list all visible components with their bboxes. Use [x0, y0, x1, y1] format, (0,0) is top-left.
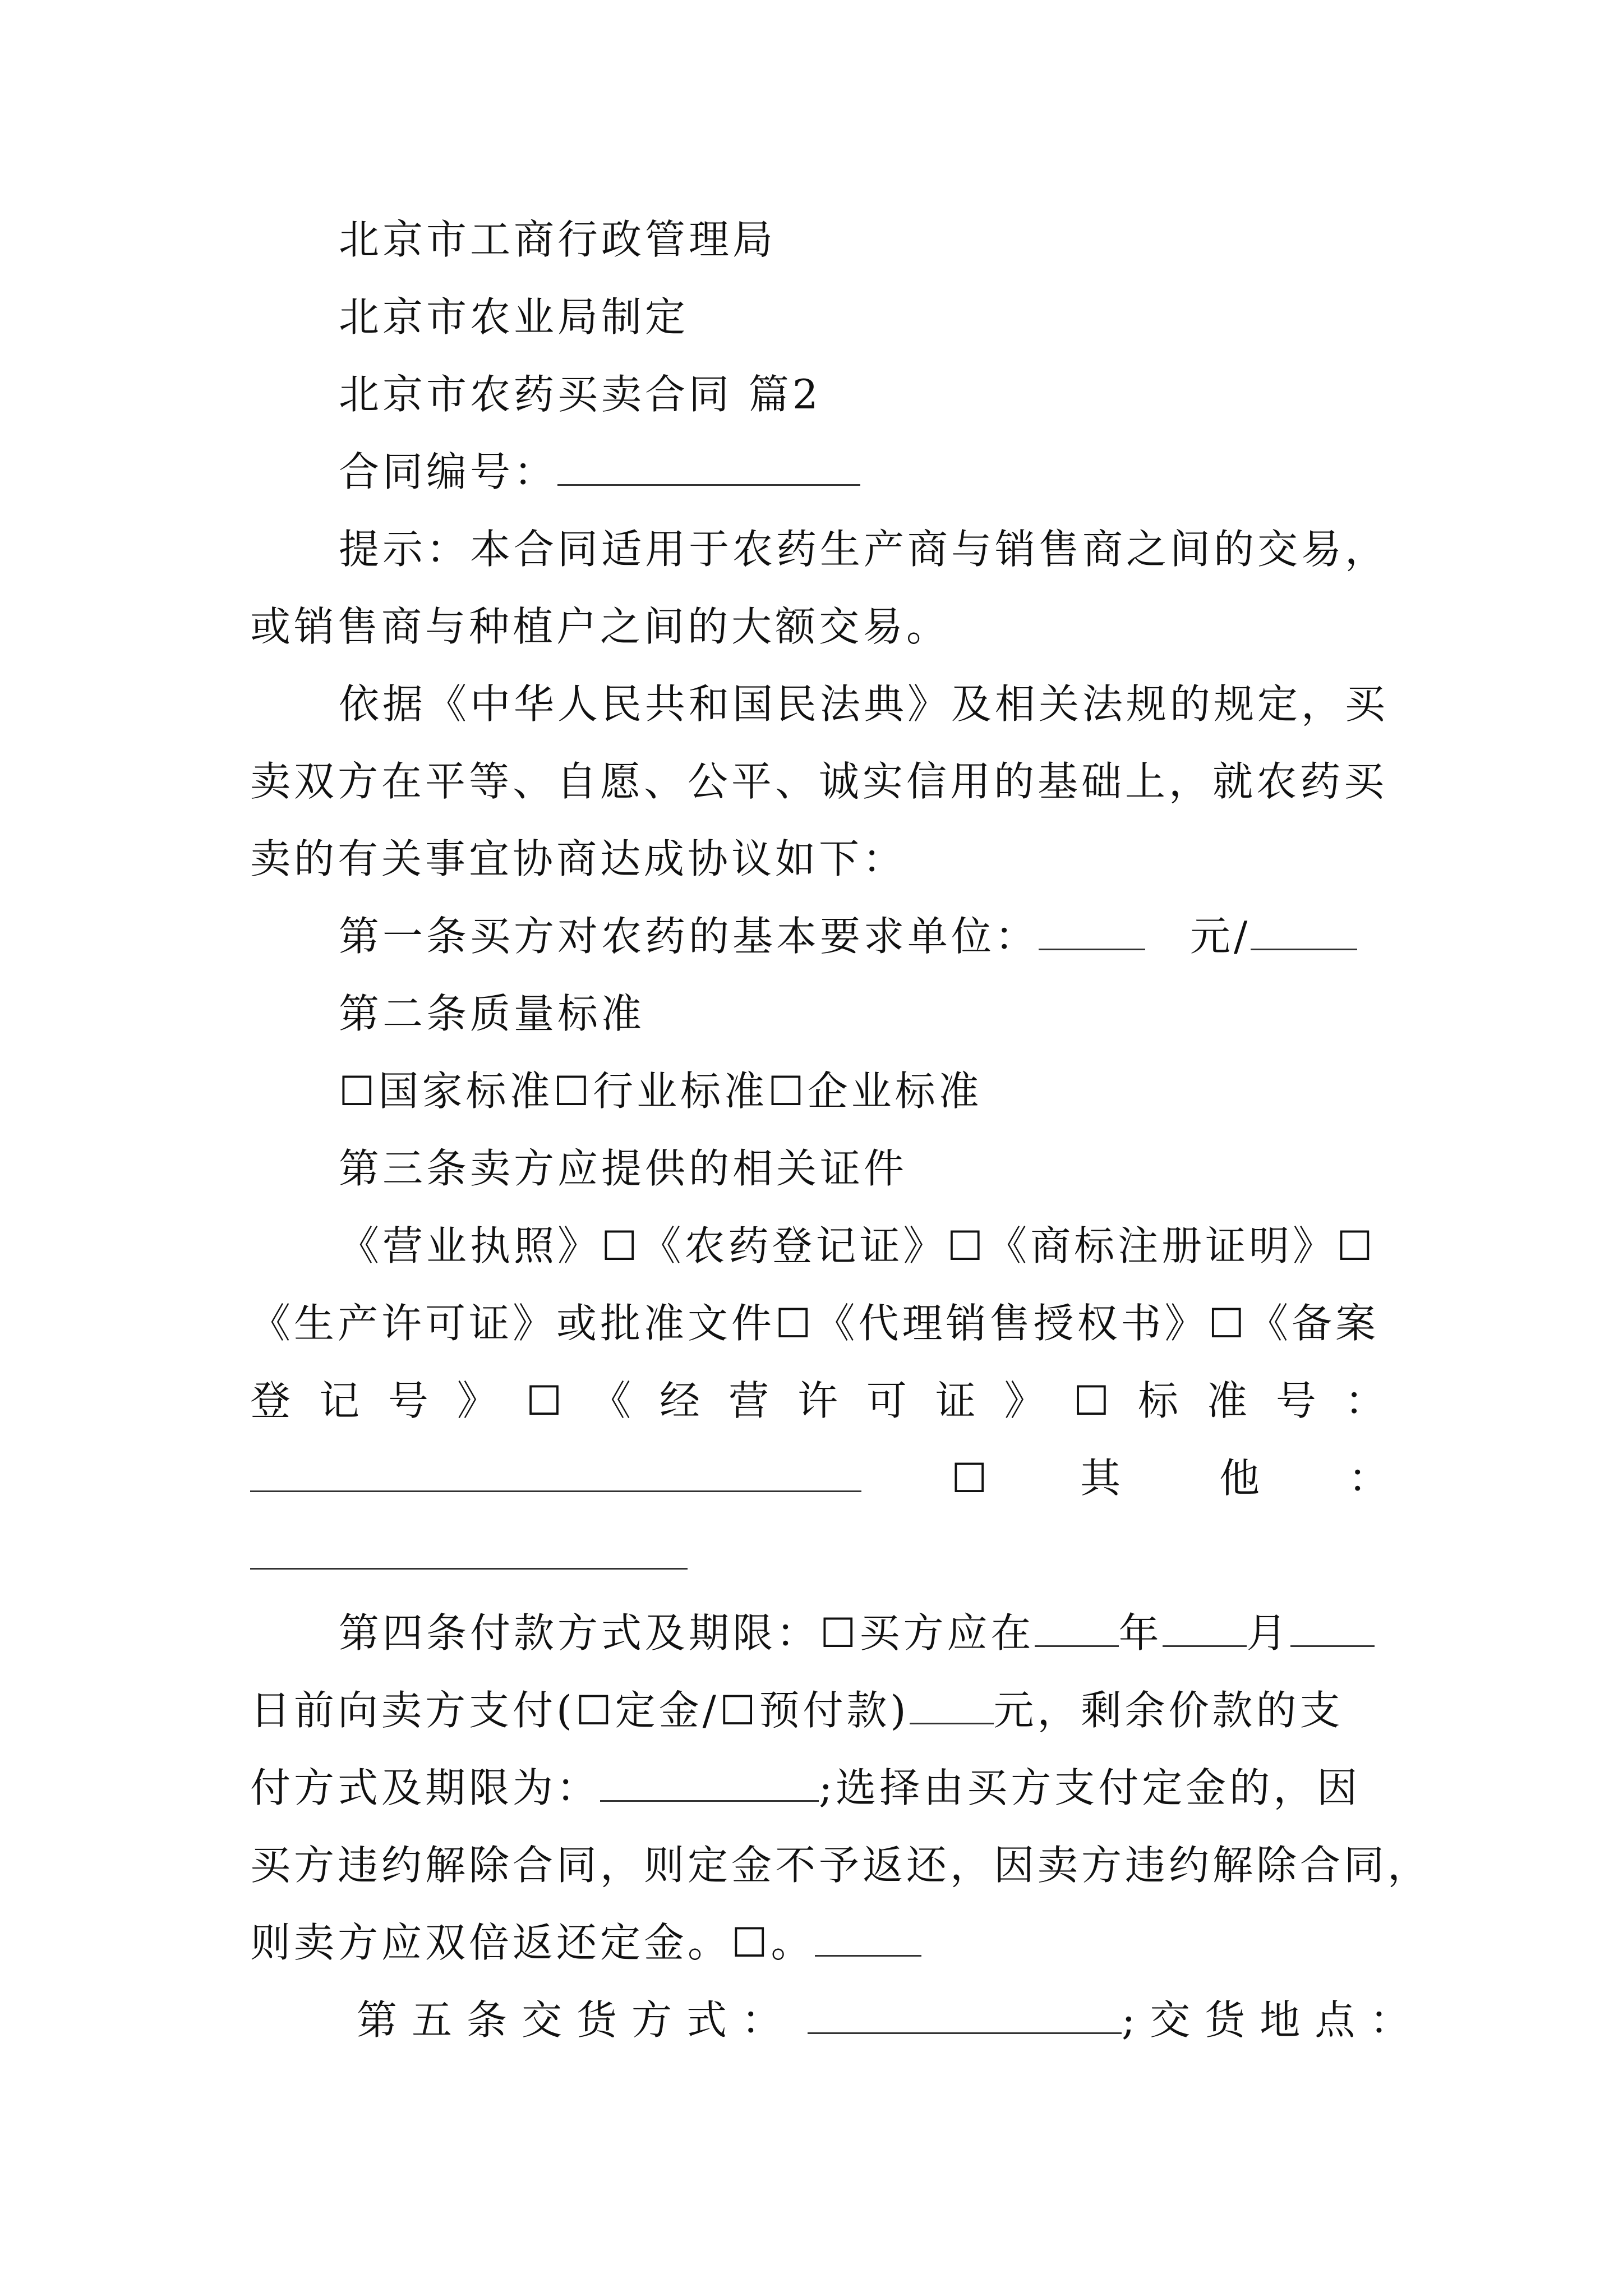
unit-blank[interactable]: [1251, 914, 1357, 950]
article1-unit: 元/: [1190, 913, 1251, 960]
contract-number-row: [250, 448, 1389, 496]
l3-c15: 号: [1275, 1377, 1320, 1424]
basis-line-1: 依据《中华人民共和国民法典》及相关法规的规定，买: [339, 680, 1389, 728]
article4-line-4: 买方违约解除合同，则定金不予返还，因卖方违约解除合同，: [250, 1842, 1432, 1889]
article2-options: [250, 1067, 1389, 1115]
contract-title: 北京市农药买卖合同 篇2: [339, 371, 822, 418]
other-colon: ：: [1348, 1455, 1393, 1502]
remaining-text: 元，剩余价款的支: [993, 1687, 1344, 1734]
article4-line-1: [250, 1609, 1389, 1657]
l3-c2: 号: [388, 1377, 432, 1424]
issuer-line-2: 北京市农业局制定: [339, 293, 689, 341]
article4-extra-blank[interactable]: [815, 1920, 921, 1957]
month-label: 月: [1246, 1609, 1290, 1657]
payment-method-blank[interactable]: [600, 1765, 819, 1802]
enterprise-standard-checkbox[interactable]: ☐企业标准: [768, 1068, 983, 1115]
l3-c5: 《: [591, 1377, 635, 1424]
article3-title: 第三条卖方应提供的相关证件: [339, 1145, 908, 1192]
article4-intro: 第四条付款方式及期限：☐买方应在: [339, 1609, 1035, 1657]
article4-line-5: [250, 1918, 1389, 1967]
pay-month-blank[interactable]: [1163, 1611, 1247, 1647]
other-char-2: 他: [1219, 1455, 1264, 1502]
basis-line-2: 卖双方在平等、自愿、公平、诚实信用的基础上，就农药买: [250, 758, 1388, 805]
article3-line-1: 《营业执照》☐《农药登记证》☐《商标注册证明》☐: [339, 1222, 1376, 1269]
standard-number-blank[interactable]: [250, 1456, 861, 1492]
price-blank[interactable]: [1039, 914, 1145, 950]
contract-number-blank[interactable]: [557, 449, 860, 486]
operating-license-checkbox[interactable]: ☐: [1073, 1377, 1113, 1424]
article4-line-2: [250, 1686, 1389, 1734]
l3-c0: 登: [250, 1377, 294, 1424]
l3-c13: 标: [1138, 1377, 1182, 1424]
filing-checkbox[interactable]: ☐: [525, 1377, 566, 1424]
deposit-amount-blank[interactable]: [910, 1688, 994, 1724]
year-label: 年: [1118, 1609, 1163, 1657]
l3-c9: 可: [866, 1377, 910, 1424]
article2-title: 第二条质量标准: [339, 990, 645, 1037]
article5-line: [250, 1996, 1425, 2044]
article4-line-5-text: 则卖方应双倍返还定金。☐。: [250, 1919, 815, 1966]
article1-text: 第一条买方对农药的基本要求单位：: [339, 913, 1039, 960]
issuer-line-1: 北京市工商行政管理局: [339, 216, 777, 263]
l3-c11: 》: [1004, 1377, 1048, 1424]
article3-line-4: [250, 1454, 1393, 1502]
l3-c8: 许: [797, 1377, 841, 1424]
delivery-place-label: ;交货地点：: [1122, 1996, 1425, 2044]
l3-c14: 准: [1206, 1377, 1251, 1424]
article1-row: [250, 912, 1389, 960]
l3-c1: 记: [319, 1377, 363, 1424]
l3-c7: 营: [728, 1377, 772, 1424]
l3-c16: ：: [1344, 1377, 1389, 1424]
prompt-line-1: 提示：本合同适用于农药生产商与销售商之间的交易，: [339, 526, 1389, 573]
payment-method-label: 付方式及期限为：: [250, 1764, 601, 1811]
deposit-rule-text: ;选择由买方支付定金的，因: [819, 1764, 1361, 1811]
l3-c10: 证: [935, 1377, 979, 1424]
national-standard-checkbox[interactable]: ☐国家标准: [339, 1068, 554, 1115]
industry-standard-checkbox[interactable]: ☐行业标准: [553, 1068, 768, 1115]
basis-line-3: 卖的有关事宜协商达成协议如下：: [250, 835, 907, 882]
other-checkbox[interactable]: ☐: [951, 1455, 991, 1502]
pay-year-blank[interactable]: [1035, 1611, 1119, 1647]
deposit-options: 日前向卖方支付(☐定金/☐预付款): [250, 1687, 910, 1734]
delivery-method-label: 第五条交货方式：: [357, 1996, 797, 2044]
contract-number-label: 合同编号：: [339, 448, 558, 495]
article4-line-3: [250, 1764, 1389, 1812]
other-char-1: 其: [1080, 1455, 1124, 1502]
other-blank[interactable]: [250, 1533, 688, 1570]
prompt-line-2: 或销售商与种植户之间的大额交易。: [250, 603, 951, 650]
l3-c3: 》: [457, 1377, 501, 1424]
delivery-method-blank[interactable]: [808, 1998, 1122, 2034]
article3-line-2: 《生产许可证》或批准文件☐《代理销售授权书》☐《备案: [250, 1300, 1380, 1347]
pay-day-blank[interactable]: [1290, 1611, 1375, 1647]
l3-c6: 经: [660, 1377, 704, 1424]
other-blank-row: [250, 1531, 1389, 1580]
article3-line-3: [250, 1377, 1389, 1425]
